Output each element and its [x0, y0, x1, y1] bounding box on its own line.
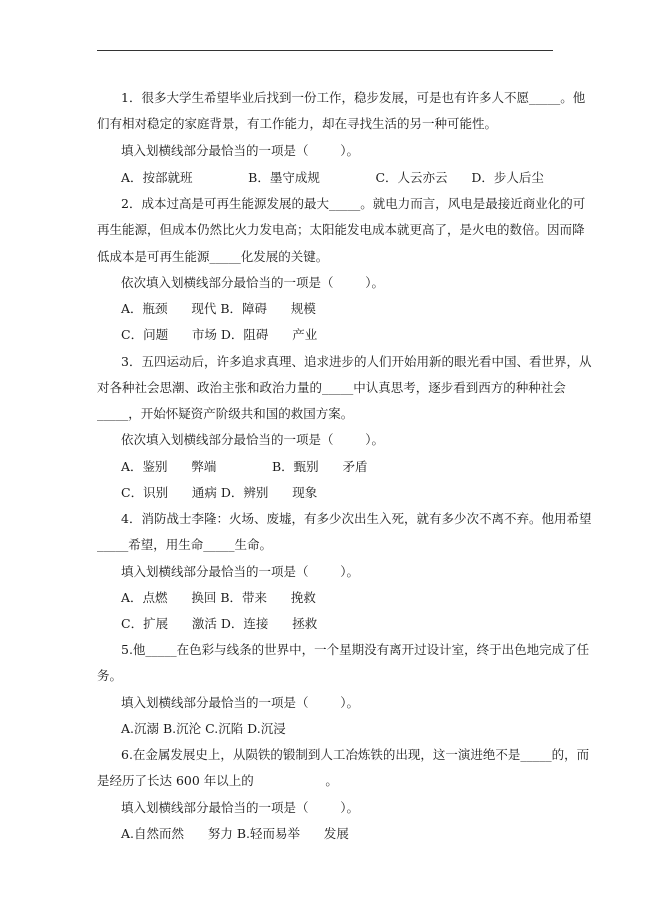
q2-prompt: 依次填入划横线部分最恰当的一项是（ ）。 — [121, 275, 385, 290]
q3-options-cd: C．识别 通病 D．辨别 现象 — [121, 485, 318, 500]
q3-line-3: _____，开始怀疑资产阶级共和国的救国方案。 — [97, 406, 354, 421]
q3-options-ab: A．鉴别 弊端 B．甄别 矛盾 — [121, 459, 368, 474]
q2-line-1: 2．成本过高是可再生能源发展的最大_____。就电力而言，风电是最接近商业化的可 — [121, 196, 586, 211]
q1-line-2: 们有相对稳定的家庭背景，有工作能力，却在寻找生活的另一种可能性。 — [97, 116, 498, 131]
q5-line-2: 务。 — [97, 668, 123, 683]
q2-options-cd: C．问题 市场 D．阻碍 产业 — [121, 327, 318, 342]
q4-prompt: 填入划横线部分最恰当的一项是（ ）。 — [121, 564, 360, 579]
q1-line-1: 1．很多大学生希望毕业后找到一份工作，稳步发展，可是也有许多人不愿_____。他 — [121, 90, 586, 105]
q6-line-2: 是经历了长达 600 年以上的 。 — [97, 773, 338, 788]
q1-prompt: 填入划横线部分最恰当的一项是（ ）。 — [121, 143, 360, 158]
q5-line-1: 5.他_____在色彩与线条的世界中，一个星期没有离开过设计室，终于出色地完成了任 — [121, 642, 590, 657]
q2-line-3: 低成本是可再生能源_____化发展的关键。 — [97, 249, 329, 264]
q5-options: A.沉溺 B.沉沦 C.沉陷 D.沉浸 — [121, 721, 286, 736]
header-rule — [97, 50, 553, 51]
q6-line-1: 6.在金属发展史上，从陨铁的锻制到人工冶炼铁的出现，这一演进绝不是_____的，而 — [121, 747, 590, 762]
q2-options-ab: A．瓶颈 现代 B．障碍 规模 — [121, 301, 316, 316]
q6-options: A.自然而然 努力 B.轻而易举 发展 — [121, 826, 349, 841]
q4-line-2: _____希望，用生命_____生命。 — [97, 537, 273, 552]
q4-options-ab: A．点燃 换回 B．带来 挽救 — [121, 590, 316, 605]
q2-line-2: 再生能源，但成本仍然比火力发电高；太阳能发电成本就更高了，是火电的数倍。因而降 — [97, 222, 585, 237]
q4-line-1: 4．消防战士李隆：火场、废墟，有多少次出生入死，就有多少次不离不弃。他用希望 — [121, 511, 592, 526]
q4-options-cd: C．扩展 激活 D．连接 拯救 — [121, 616, 318, 631]
q6-prompt: 填入划横线部分最恰当的一项是（ ）。 — [121, 800, 360, 815]
q5-prompt: 填入划横线部分最恰当的一项是（ ）。 — [121, 695, 360, 710]
q1-options: A．按部就班 B．墨守成规 C．人云亦云 D．步人后尘 — [121, 170, 544, 185]
q3-line-2: 对各种社会思潮、政治主张和政治力量的_____中认真思考，逐步看到西方的种种社会 — [97, 380, 566, 395]
q3-line-1: 3．五四运动后，许多追求真理、追求进步的人们开始用新的眼光看中国、看世界，从 — [121, 354, 592, 369]
q3-prompt: 依次填入划横线部分最恰当的一项是（ ）。 — [121, 432, 385, 447]
